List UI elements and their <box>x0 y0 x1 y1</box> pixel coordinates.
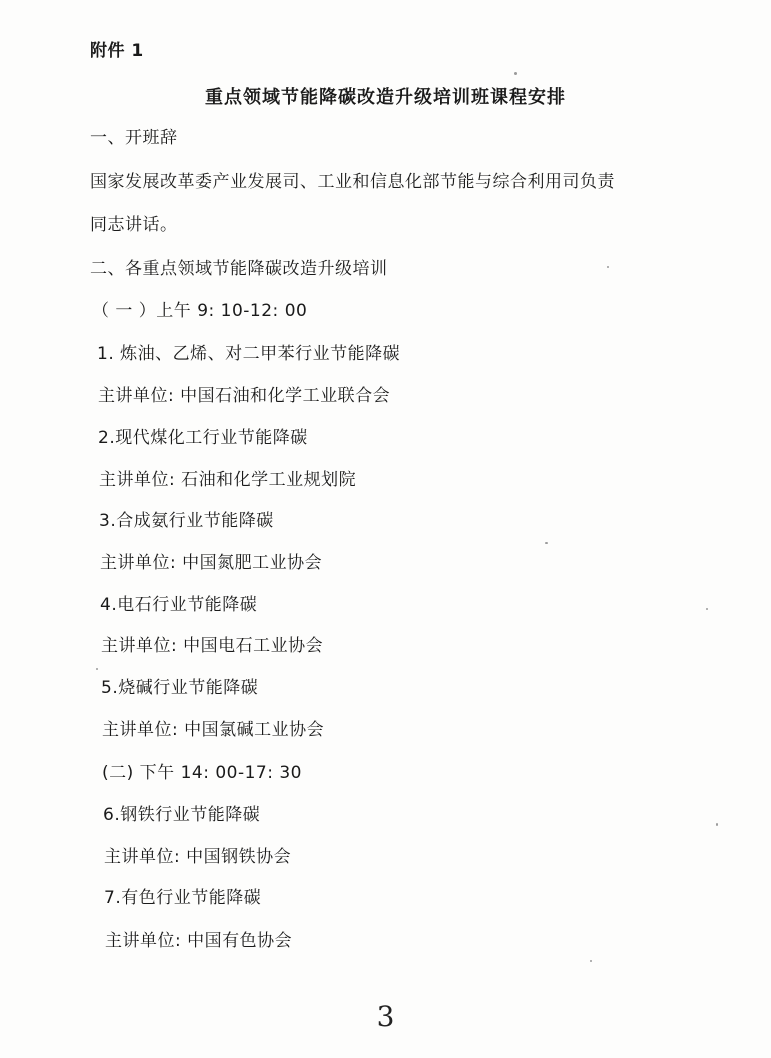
item-5-title: 5.烧碱行业节能降碳 <box>101 678 259 698</box>
item-2-title: 2.现代煤化工行业节能降碳 <box>98 428 308 448</box>
section-1-text-line1: 国家发展改革委产业发展司、工业和信息化部节能与综合利用司负责 <box>90 172 615 192</box>
scan-speck <box>96 668 98 670</box>
item-5-unit: 主讲单位: 中国氯碱工业协会 <box>102 720 325 740</box>
item-1-title: 1. 炼油、乙烯、对二甲苯行业节能降碳 <box>97 344 401 364</box>
scan-speck <box>590 960 592 962</box>
scan-speck <box>514 72 517 75</box>
document-title: 重点领域节能降碳改造升级培训班课程安排 <box>205 87 566 108</box>
attachment-label: 附件 1 <box>90 41 144 61</box>
scan-speck <box>607 266 609 268</box>
item-1-unit: 主讲单位: 中国石油和化学工业联合会 <box>98 386 391 406</box>
item-4-unit: 主讲单位: 中国电石工业协会 <box>101 636 324 656</box>
item-2-unit: 主讲单位: 石油和化学工业规划院 <box>99 470 357 490</box>
page-number: 3 <box>376 1000 395 1033</box>
item-7-unit: 主讲单位: 中国有色协会 <box>105 931 293 951</box>
session-afternoon: (二) 下午 14: 00-17: 30 <box>102 763 302 783</box>
item-3-title: 3.合成氨行业节能降碳 <box>99 511 274 531</box>
item-7-title: 7.有色行业节能降碳 <box>104 888 262 908</box>
session-morning: （ 一 ）上午 9: 10-12: 00 <box>92 301 308 321</box>
scan-speck <box>545 542 548 544</box>
scan-speck <box>706 608 708 610</box>
scan-speck <box>716 823 718 826</box>
section-1-text-line2: 同志讲话。 <box>90 215 178 235</box>
section-1-heading: 一、开班辞 <box>90 128 178 148</box>
item-4-title: 4.电石行业节能降碳 <box>100 595 258 615</box>
item-6-unit: 主讲单位: 中国钢铁协会 <box>104 847 292 867</box>
section-2-heading: 二、各重点领域节能降碳改造升级培训 <box>90 259 388 279</box>
item-6-title: 6.钢铁行业节能降碳 <box>103 805 261 825</box>
item-3-unit: 主讲单位: 中国氮肥工业协会 <box>100 553 323 573</box>
